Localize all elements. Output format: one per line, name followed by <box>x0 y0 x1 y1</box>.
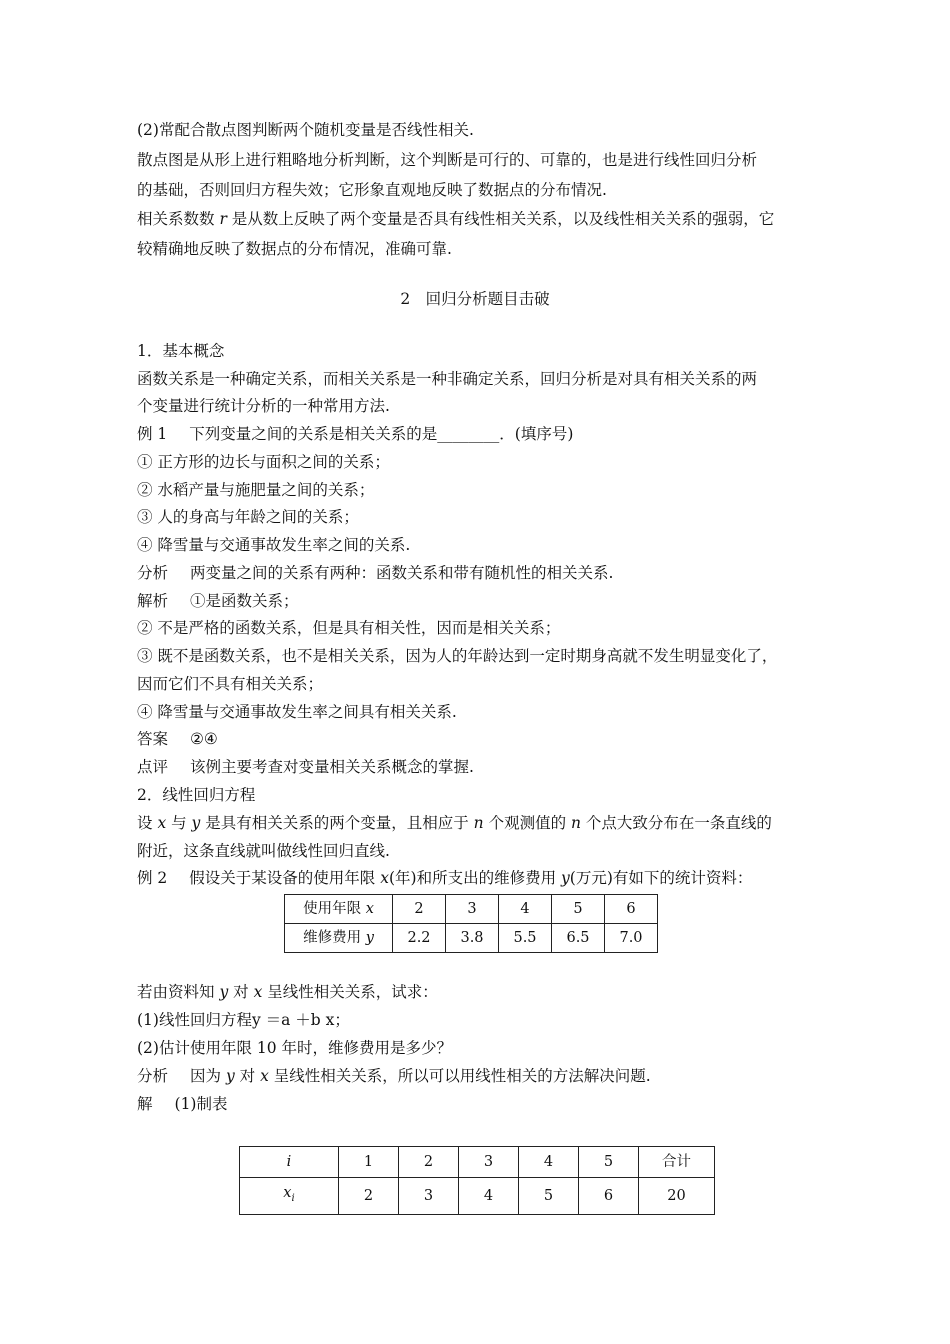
answer-label: 答案 <box>137 730 169 748</box>
table-cell: 4 <box>499 895 552 924</box>
paragraph-line: (2)常配合散点图判断两个随机变量是否线性相关. <box>137 121 474 139</box>
table-cell: 3 <box>446 895 499 924</box>
comment-label: 点评 <box>137 758 169 776</box>
table-cell: 5.5 <box>499 924 552 953</box>
analysis <box>137 563 613 583</box>
row-header: 维修费用 y <box>285 924 393 953</box>
variable-y: y <box>191 814 201 832</box>
variable-r: r <box>219 210 227 228</box>
example2-question <box>137 868 752 888</box>
text: 对 <box>228 983 254 1001</box>
paragraph-line: 散点图是从形上进行粗略地分析判断，这个判断是可行的、可靠的，也是进行线性回归分析 <box>137 151 758 169</box>
regression-text: 附近，这条直线就叫做线性回归直线. <box>137 842 390 860</box>
table-row <box>240 1178 715 1215</box>
answer-text: ②④ <box>190 730 218 748</box>
analysis <box>137 1066 651 1086</box>
table-cell: 6 <box>605 895 658 924</box>
table-cell: 5 <box>579 1147 639 1178</box>
text: 因为 <box>190 1067 226 1085</box>
text: 是从数上反映了两个变量是否具有线性相关关系，以及线性相关关系的强弱，它 <box>226 210 775 228</box>
row-header: i <box>240 1147 339 1178</box>
paragraph-line <box>137 209 774 229</box>
table-cell: 3 <box>459 1147 519 1178</box>
section-title: 2 回归分析题目击破 <box>400 290 550 308</box>
solution-line: 因而它们不具有相关关系； <box>137 675 324 693</box>
solution-text: (1)制表 <box>174 1095 228 1113</box>
table-cell: 2 <box>399 1147 459 1178</box>
paragraph-line: 的基础，否则回归方程失效；它形象直观地反映了数据点的分布情况. <box>137 181 607 199</box>
solution-text: ①是函数关系； <box>190 592 299 610</box>
row-header: $x_i$ <box>240 1178 339 1215</box>
question-text: 下列变量之间的关系是相关关系的是________．(填序号) <box>189 425 574 443</box>
table-cell: 3.8 <box>446 924 499 953</box>
option: ① 正方形的边长与面积之间的关系； <box>137 453 390 471</box>
computation-table <box>239 1146 715 1215</box>
table-row <box>240 1147 715 1178</box>
concept-text: 个变量进行统计分析的一种常用方法. <box>137 397 390 415</box>
concept-text: 函数关系是一种确定关系，而相关关系是一种非确定关系，回归分析是对具有相关关系的两 <box>137 370 758 388</box>
sub-question: (1)线性回归方程y ＝a ＋b x； <box>137 1011 350 1029</box>
solution-line: ② 不是严格的函数关系，但是具有相关性，因而是相关关系； <box>137 619 561 637</box>
solution-line: ④ 降雪量与交通事故发生率之间具有相关关系. <box>137 703 457 721</box>
regression-heading: 2．线性回归方程 <box>137 786 256 804</box>
option: ④ 降雪量与交通事故发生率之间的关系. <box>137 536 411 554</box>
row-header: 使用年限 x <box>285 895 393 924</box>
sum-cell: 合计 <box>639 1147 715 1178</box>
answer <box>137 729 218 749</box>
variable-y: y <box>219 983 229 1001</box>
table-cell: 7.0 <box>605 924 658 953</box>
variable-y: y <box>561 869 570 887</box>
table-row <box>285 924 658 953</box>
solution-line: ③ 既不是函数关系，也不是相关关系，因为人的年龄达到一定时期身高就不发生明显变化了， <box>137 647 778 665</box>
variable-n: n <box>571 814 581 832</box>
table-cell: 3 <box>399 1178 459 1215</box>
text: 是具有相关关系的两个变量，且相应于 <box>200 814 474 832</box>
analysis-label: 分析 <box>137 1067 169 1085</box>
text: 相关系数数 <box>137 210 220 228</box>
given-text <box>137 982 438 1002</box>
solution <box>137 1094 227 1114</box>
text: 个观测值的 <box>483 814 572 832</box>
example-label: 例 1 <box>137 425 168 443</box>
analysis-label: 分析 <box>137 564 169 582</box>
text: 呈线性相关关系，试求： <box>262 983 438 1001</box>
text: 若由资料知 <box>137 983 220 1001</box>
variable-x: x <box>253 983 263 1001</box>
table-cell: 6.5 <box>552 924 605 953</box>
table-cell: 5 <box>552 895 605 924</box>
sum-cell: 20 <box>639 1178 715 1215</box>
variable-n: n <box>473 814 484 832</box>
text: 对 <box>234 1067 261 1085</box>
sub-question: (2)估计使用年限 10 年时，维修费用是多少？ <box>137 1039 453 1057</box>
option: ③ 人的身高与年龄之间的关系； <box>137 508 359 526</box>
paragraph-line: 较精确地反映了数据点的分布情况，准确可靠. <box>137 240 452 258</box>
data-table <box>284 894 658 953</box>
variable-x: x <box>380 869 389 887</box>
text: (万元)有如下的统计资料： <box>569 869 753 887</box>
regression-text <box>137 813 772 833</box>
solution-label: 解 <box>137 1095 153 1113</box>
comment <box>137 757 474 777</box>
table-cell: 2 <box>339 1178 399 1215</box>
table-cell: 4 <box>519 1147 579 1178</box>
table-row <box>285 895 658 924</box>
variable-x: x <box>157 814 167 832</box>
table-cell: 4 <box>459 1178 519 1215</box>
text: 个点大致分布在一条直线的 <box>581 814 772 832</box>
comment-text: 该例主要考查对变量相关关系概念的掌握. <box>190 758 474 776</box>
text: (年)和所支出的维修费用 <box>388 869 562 887</box>
text: 假设关于某设备的使用年限 <box>189 869 381 887</box>
solution-label: 解析 <box>137 592 169 610</box>
text: 呈线性相关关系，所以可以用线性相关的方法解决问题. <box>268 1067 651 1085</box>
table-cell: 6 <box>579 1178 639 1215</box>
table-cell: 1 <box>339 1147 399 1178</box>
solution <box>137 591 299 611</box>
text: 设 <box>137 814 158 832</box>
table-cell: 2 <box>393 895 446 924</box>
text: 与 <box>166 814 192 832</box>
variable-x: x <box>260 1067 269 1085</box>
table-cell: 2.2 <box>393 924 446 953</box>
example-label: 例 2 <box>137 869 168 887</box>
example1-question <box>137 424 573 444</box>
analysis-text: 两变量之间的关系有两种：函数关系和带有随机性的相关关系. <box>190 564 614 582</box>
concept-heading: 1．基本概念 <box>137 342 225 360</box>
table-cell: 5 <box>519 1178 579 1215</box>
option: ② 水稻产量与施肥量之间的关系； <box>137 481 375 499</box>
variable-y: y <box>225 1067 235 1085</box>
